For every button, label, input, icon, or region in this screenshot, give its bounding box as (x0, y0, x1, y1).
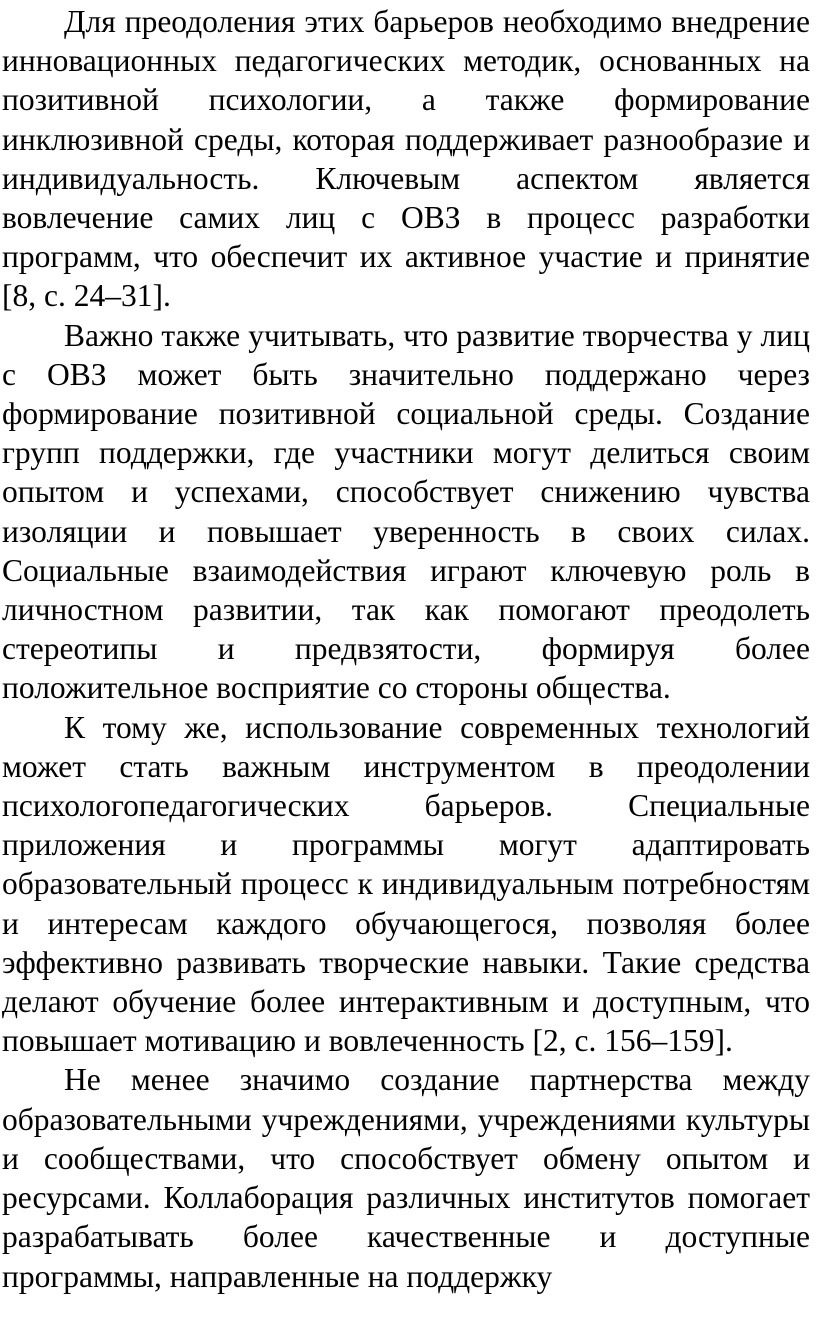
paragraph-4: Не менее значимо создание партнерства между образовательными учреждениями, учреждениями культуры и сообществами, что способствует обмену опытом и ресурсами. Коллаборация различных институтов помогает разрабатывать более качественные и доступные программы, направленные на поддержку (2, 1062, 810, 1294)
paragraph-1: Для преодоления этих барьеров необходимо внедрение инновационных педагогических методик, основанных на позитивной психологии, а также формирование инклюзивной среды, которая поддерживает разнообразие и индивидуальность. Ключевым аспектом является вовлечение самих лиц с ОВЗ в процесс разработки программ, что обеспечит их активное участие и принятие [8, с. 24–31]. (2, 4, 810, 314)
paragraph-2: Важно также учитывать, что развитие творчества у лиц с ОВЗ может быть значительно поддержано через формирование позитивной социальной среды. Создание групп поддержки, где участники могут делиться своим опытом и успехами, способствует снижению чувства изоляции и повышает уверенность в своих силах. Социальные взаимодействия играют ключевую роль в личностном развитии, так как помогают преодолеть стереотипы и предвзятости, формируя более положительное восприятие со стороны общества. (2, 317, 810, 706)
paragraph-3: К тому же, использование современных технологий может стать важным инструментом в преодолении психологопедагогических барьеров. Специальные приложения и программы могут адаптировать образовательный процесс к индивидуальным потребностям и интересам каждого обучающегося, позволяя более эффективно развивать творческие навыки. Такие средства делают обучение более интерактивным и доступным, что повышает мотивацию и вовлеченность [2, с. 156–159]. (2, 709, 810, 1059)
